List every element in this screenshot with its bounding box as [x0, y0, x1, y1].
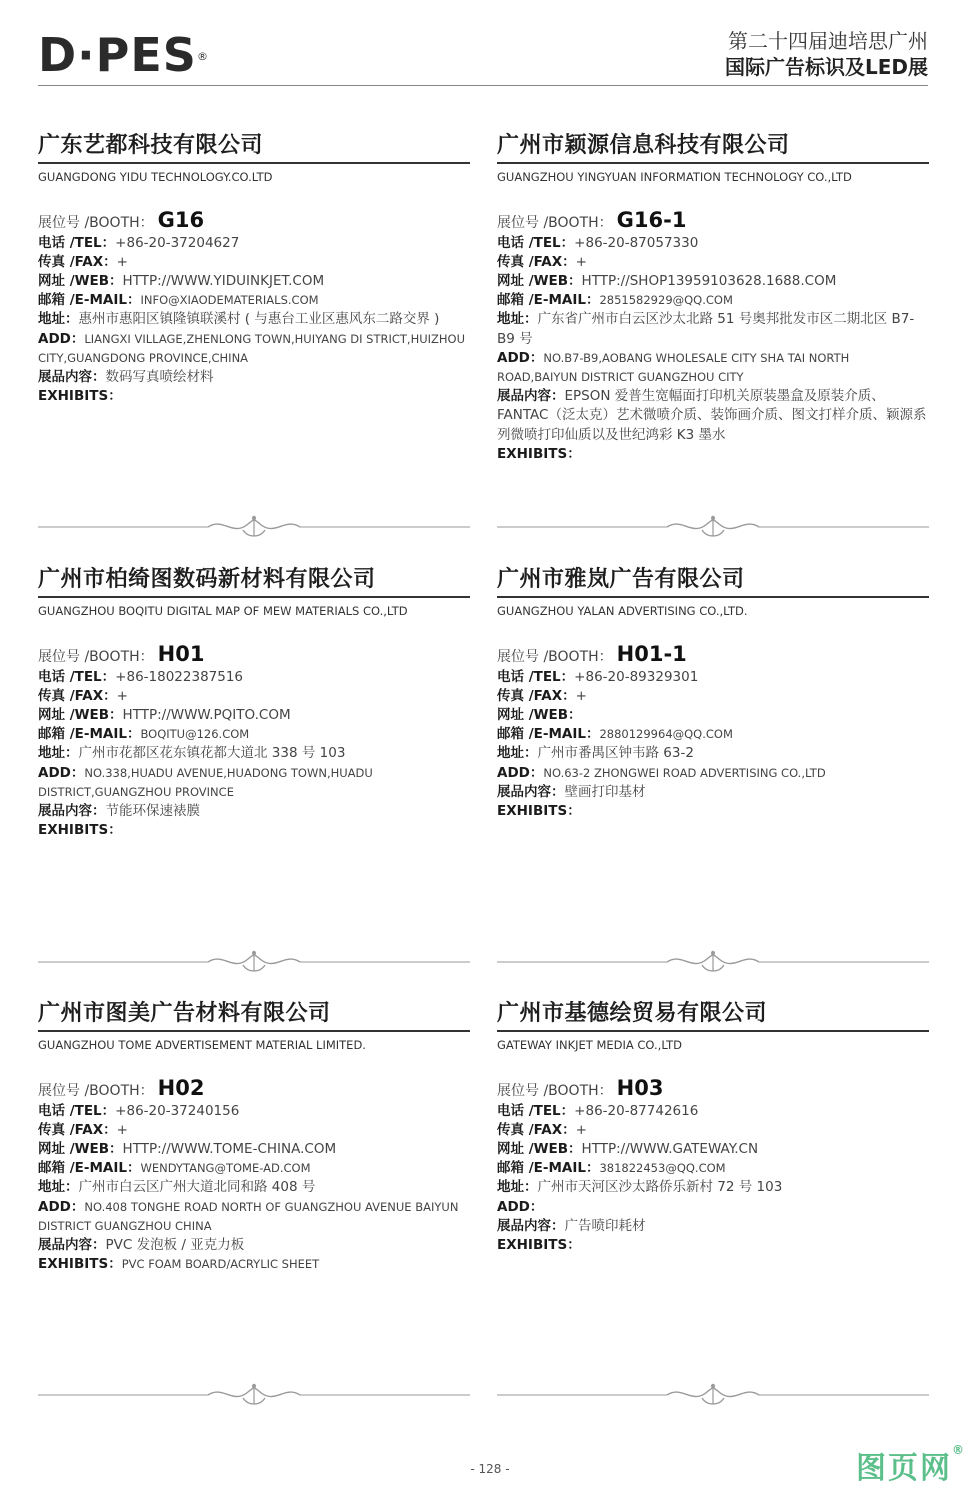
email-row: 邮箱 /E-MAIL：BOQITU@126.COM — [38, 726, 250, 743]
tel-row: 电话 /TEL：+86-20-87057330 — [497, 234, 699, 251]
exhibition-title-line2: 国际广告标识及LED展 — [724, 55, 928, 79]
exhibits-cn-row: 展品内容：壁画打印基材 — [497, 783, 646, 800]
watermark-logo: 图页网® — [856, 1443, 966, 1486]
web-row: 网址 /WEB：HTTP://WWW.TOME-CHINA.COM — [38, 1140, 337, 1157]
name-divider — [497, 162, 929, 164]
tel-row: 电话 /TEL：+86-20-87742616 — [497, 1102, 699, 1119]
company-card — [38, 566, 470, 840]
booth-row: 展位号 /BOOTH： H02 — [38, 1075, 205, 1100]
booth-code: G16 — [157, 207, 205, 232]
email-row: 邮箱 /E-MAIL：2851582929@QQ.COM — [497, 292, 733, 309]
name-divider — [38, 1030, 470, 1032]
address-cn-row: 地址：广州市花都区花东镇花都大道北 338 号 103 — [38, 745, 346, 762]
company-name-cn: 广州市图美广告材料有限公司 — [38, 1001, 331, 1026]
name-divider — [38, 162, 470, 164]
address-en-row: ADD： — [497, 1198, 544, 1215]
company-card — [38, 132, 470, 406]
booth-row: 展位号 /BOOTH： H01-1 — [497, 641, 687, 666]
ornament-divider — [497, 1380, 929, 1410]
name-divider — [38, 596, 470, 598]
booth-row: 展位号 /BOOTH： H01 — [38, 641, 205, 666]
exhibits-en-row: EXHIBITS： — [38, 388, 122, 405]
fax-row: 传真 /FAX：+ — [38, 253, 128, 270]
company-name-en: GATEWAY INKJET MEDIA CO.,LTD — [497, 1037, 683, 1052]
exhibits-cn-row: 展品内容：广告喷印耗材 — [497, 1217, 646, 1234]
address-en-row: ADD：NO.63-2 ZHONGWEI ROAD ADVERTISING CO.,LTD — [497, 764, 826, 781]
exhibition-title — [725, 28, 928, 80]
address-cn-row: 地址：广州市天河区沙太路侨乐新村 72 号 103 — [497, 1179, 783, 1196]
booth-code: H03 — [616, 1075, 664, 1100]
booth-row: 展位号 /BOOTH： H03 — [497, 1075, 664, 1100]
email-row: 邮箱 /E-MAIL：INFO@XIAODEMATERIALS.COM — [38, 292, 319, 309]
fax-row: 传真 /FAX：+ — [497, 253, 587, 270]
name-divider — [497, 596, 929, 598]
fax-row: 传真 /FAX：+ — [38, 687, 128, 704]
exhibits-en-row: EXHIBITS：PVC FOAM BOARD/ACRYLIC SHEET — [38, 1256, 320, 1273]
exhibits-cn-row: 展品内容：节能环保速裱膜 — [38, 802, 200, 819]
exhibits-en-row: EXHIBITS： — [497, 1236, 581, 1253]
booth-code: H01 — [157, 641, 205, 666]
company-name-cn: 广州市雅岚广告有限公司 — [497, 567, 745, 592]
address-cn-row: 地址：广州市白云区广州大道北同和路 408 号 — [38, 1179, 316, 1196]
ornament-divider — [497, 512, 929, 542]
company-card — [38, 1000, 470, 1274]
address-cn-row: 地址：广东省广州市白云区沙太北路 51 号奥邦批发市区二期北区 B7-B9 号 — [497, 311, 915, 347]
company-name-en: GUANGZHOU YALAN ADVERTISING CO.,LTD. — [497, 603, 748, 618]
exhibition-title-line1: 第二十四届迪培思广州 — [728, 29, 928, 53]
exhibits-cn-row: 展品内容：EPSON 爱普生宽幅面打印机关原装墨盒及原装介质、FANTAC（泛太克）艺术微喷介质、装饰画介质、图文打样介质、颖源系列微喷打印仙质以及世纪鸿彩 K3 墨水 — [497, 388, 927, 443]
web-row: 网址 /WEB：HTTP://SHOP13959103628.1688.COM — [497, 272, 837, 289]
booth-row: 展位号 /BOOTH： G16-1 — [497, 207, 687, 232]
exhibits-cn-row: 展品内容：数码写真喷绘材料 — [38, 368, 214, 385]
company-name-cn: 广东艺都科技有限公司 — [38, 133, 264, 158]
ornament-divider — [38, 947, 470, 977]
company-card — [497, 132, 929, 464]
tel-row: 电话 /TEL：+86-18022387516 — [38, 668, 244, 685]
tel-row: 电话 /TEL：+86-20-37240156 — [38, 1102, 240, 1119]
exhibits-en-row: EXHIBITS： — [38, 822, 122, 839]
name-divider — [497, 1030, 929, 1032]
email-row: 邮箱 /E-MAIL：2880129964@QQ.COM — [497, 726, 733, 743]
address-cn-row: 地址：惠州市惠阳区镇隆镇联溪村 ( 与惠台工业区惠风东二路交界 ) — [38, 311, 440, 328]
address-en-row: ADD：LIANGXI VILLAGE,ZHENLONG TOWN,HUIYANG DI STRICT,HUIZHOU CITY,GUANGDONG PROVINCE,CHINA — [38, 330, 466, 365]
page-number: - 128 - — [470, 1462, 510, 1476]
ornament-divider — [38, 512, 470, 542]
dpes-logo: D·PES® — [38, 28, 209, 82]
ornament-divider — [38, 1380, 470, 1410]
company-card — [497, 566, 929, 821]
address-cn-row: 地址：广州市番禺区钟韦路 63-2 — [497, 745, 694, 762]
booth-code: H02 — [157, 1075, 205, 1100]
address-en-row: ADD：NO.B7-B9,AOBANG WHOLESALE CITY SHA TAI NORTH ROAD,BAIYUN DISTRICT GUANGZHOU CITY — [497, 349, 850, 384]
fax-row: 传真 /FAX：+ — [497, 1121, 587, 1138]
company-name-cn: 广州市颖源信息科技有限公司 — [497, 133, 790, 158]
exhibits-cn-row: 展品内容：PVC 发泡板 / 亚克力板 — [38, 1236, 245, 1253]
web-row: 网址 /WEB：HTTP://WWW.YIDUINKJET.COM — [38, 272, 325, 289]
ornament-divider — [497, 947, 929, 977]
company-card — [497, 1000, 929, 1255]
web-row: 网址 /WEB：HTTP://WWW.PQITO.COM — [38, 706, 291, 723]
header-divider — [38, 85, 928, 86]
tel-row: 电话 /TEL：+86-20-37204627 — [38, 234, 240, 251]
booth-code: G16-1 — [616, 207, 687, 232]
booth-code: H01-1 — [616, 641, 687, 666]
company-name-en: GUANGZHOU BOQITU DIGITAL MAP OF MEW MATERIALS CO.,LTD — [38, 603, 408, 618]
fax-row: 传真 /FAX：+ — [497, 687, 587, 704]
web-row: 网址 /WEB： — [497, 706, 582, 723]
company-name-cn: 广州市基德绘贸易有限公司 — [497, 1001, 768, 1026]
exhibits-en-row: EXHIBITS： — [497, 445, 581, 462]
exhibits-en-row: EXHIBITS： — [497, 802, 581, 819]
company-name-cn: 广州市柏绮图数码新材料有限公司 — [38, 567, 376, 592]
email-row: 邮箱 /E-MAIL：381822453@QQ.COM — [497, 1160, 726, 1177]
company-name-en: GUANGZHOU YINGYUAN INFORMATION TECHNOLOGY CO.,LTD — [497, 169, 852, 184]
tel-row: 电话 /TEL：+86-20-89329301 — [497, 668, 699, 685]
page-header — [0, 0, 980, 90]
web-row: 网址 /WEB：HTTP://WWW.GATEWAY.CN — [497, 1140, 759, 1157]
email-row: 邮箱 /E-MAIL：WENDYTANG@TOME-AD.COM — [38, 1160, 311, 1177]
address-en-row: ADD：NO.338,HUADU AVENUE,HUADONG TOWN,HUADU DISTRICT,GUANGZHOU PROVINCE — [38, 764, 373, 799]
company-name-en: GUANGZHOU TOME ADVERTISEMENT MATERIAL LIMITED. — [38, 1037, 366, 1052]
company-name-en: GUANGDONG YIDU TECHNOLOGY.CO.LTD — [38, 169, 273, 184]
address-en-row: ADD：NO.408 TONGHE ROAD NORTH OF GUANGZHOU AVENUE BAIYUN DISTRICT GUANGZHOU CHINA — [38, 1198, 459, 1233]
booth-row: 展位号 /BOOTH： G16 — [38, 207, 205, 232]
fax-row: 传真 /FAX：+ — [38, 1121, 128, 1138]
